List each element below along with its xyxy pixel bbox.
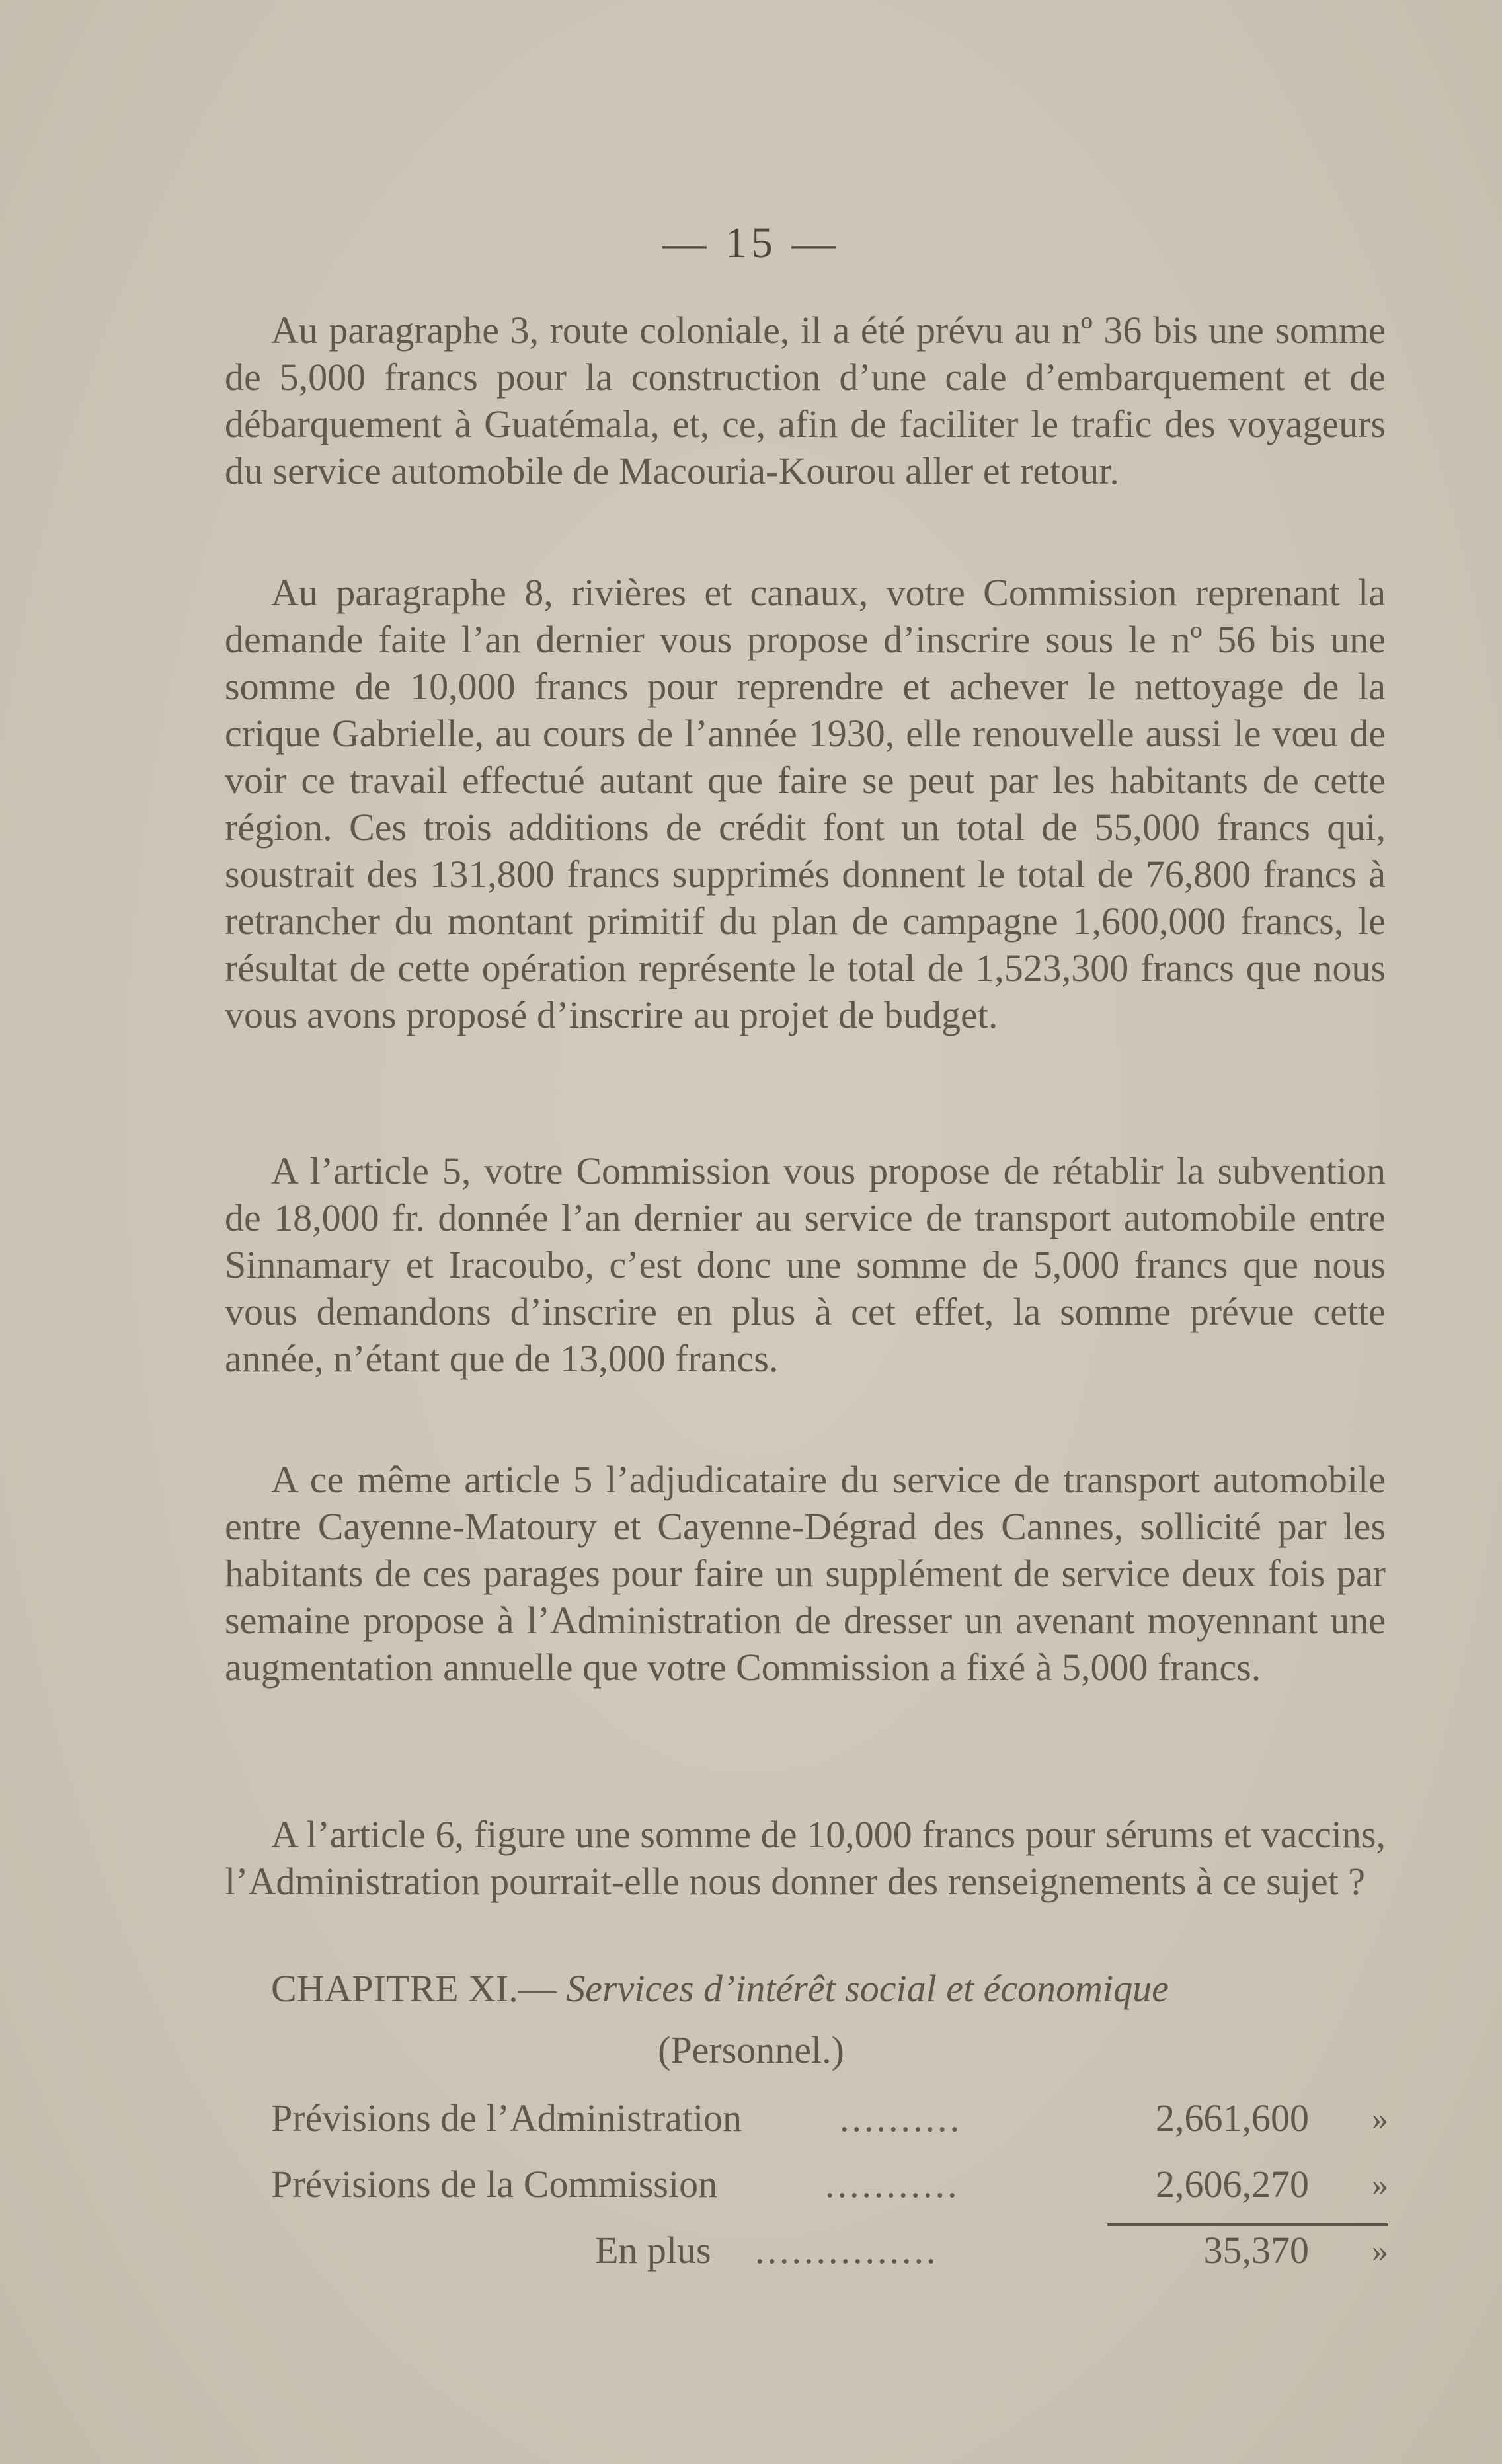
paragraph-article-6-serums: A l’article 6, figure une somme de 10,000 francs pour sérums et vaccins, l’Administration pourrait-elle nous donner des renseignements à ce sujet ? — [225, 1813, 1386, 1903]
paragraph-route-coloniale: Au paragraphe 3, route coloniale, il a été prévu au nº 36 bis une somme de 5,000 francs pour la construction d’une cale d’embarquement et de débarquement à Guatémala, et, ce, afin de faciliter le trafic des voyageurs du service automobile de Macouria-Kourou aller et retour. — [225, 309, 1386, 492]
budget-row-difference — [271, 2227, 1388, 2274]
chapter-subheading: (Personnel.) — [658, 2028, 844, 2071]
budget-row-unit: » — [1372, 2166, 1388, 2203]
page-number: — 15 — — [662, 219, 840, 267]
total-divider — [1107, 2223, 1388, 2226]
budget-row-unit: » — [1372, 2100, 1388, 2137]
budget-row-label: Prévisions de l’Administration — [271, 2097, 742, 2139]
budget-row-amount: 35,370 — [1203, 2229, 1309, 2272]
budget-row-leader: ........... — [825, 2163, 960, 2206]
chapter-heading — [271, 1966, 1169, 2012]
chapter-title: Services d’intérêt social et économique — [566, 1967, 1169, 2010]
budget-row-label: Prévisions de la Commission — [271, 2163, 718, 2206]
budget-row-unit: » — [1372, 2232, 1388, 2269]
paragraph-rivieres-canaux: Au paragraphe 8, rivières et canaux, votre Commission reprenant la demande faite l’an dernier vous propose d’inscrire sous le nº 56 bis une somme de 10,000 francs pour reprendre et achever le nettoyage de la crique Gabrielle, au cours de l’année 1930, elle renouvelle aussi le vœu de voir ce travail effectué autant que faire se peut par les habitants de cette région. Ces trois additions de crédit font un total de 55,000 francs qui, soustrait des 131,800 francs supprimés donnent le total de 76,800 francs à retrancher du montant primitif du plan de campagne 1,600,000 francs, le résultat de cette opération représente le total de 1,523,300 francs que nous vous avons proposé d’inscrire au projet de budget. — [225, 571, 1386, 1036]
budget-row-commission — [271, 2161, 1388, 2208]
budget-row-leader: .......... — [840, 2097, 962, 2139]
chapter-number: CHAPITRE XI.— — [271, 1967, 567, 2010]
paragraph-article-5-adjudicataire: A ce même article 5 l’adjudicataire du service de transport automobile entre Cayenne-Matoury et Cayenne-Dégrad des Cannes, sollicité par les habitants de ces parages pour faire un supplément de service deux fois par semaine propose à l’Administration de dresser un avenant moyennant une augmentation annuelle que votre Commission a fixé à 5,000 francs. — [225, 1458, 1386, 1689]
budget-row-leader: ............... — [755, 2229, 939, 2272]
paragraph-article-5-subvention: A l’article 5, votre Commission vous propose de rétablir la subvention de 18,000 fr. donnée l’an dernier au service de transport automobile entre Sinnamary et Iracoubo, c’est donc une somme de 5,000 francs que nous vous demandons d’inscrire en plus à cet effet, la somme prévue cette année, n’étant que de 13,000 francs. — [225, 1149, 1386, 1380]
budget-row-amount: 2,661,600 — [1156, 2097, 1309, 2139]
budget-row-amount: 2,606,270 — [1156, 2163, 1309, 2206]
budget-row-label: En plus — [595, 2229, 711, 2272]
budget-row-administration — [271, 2095, 1388, 2141]
